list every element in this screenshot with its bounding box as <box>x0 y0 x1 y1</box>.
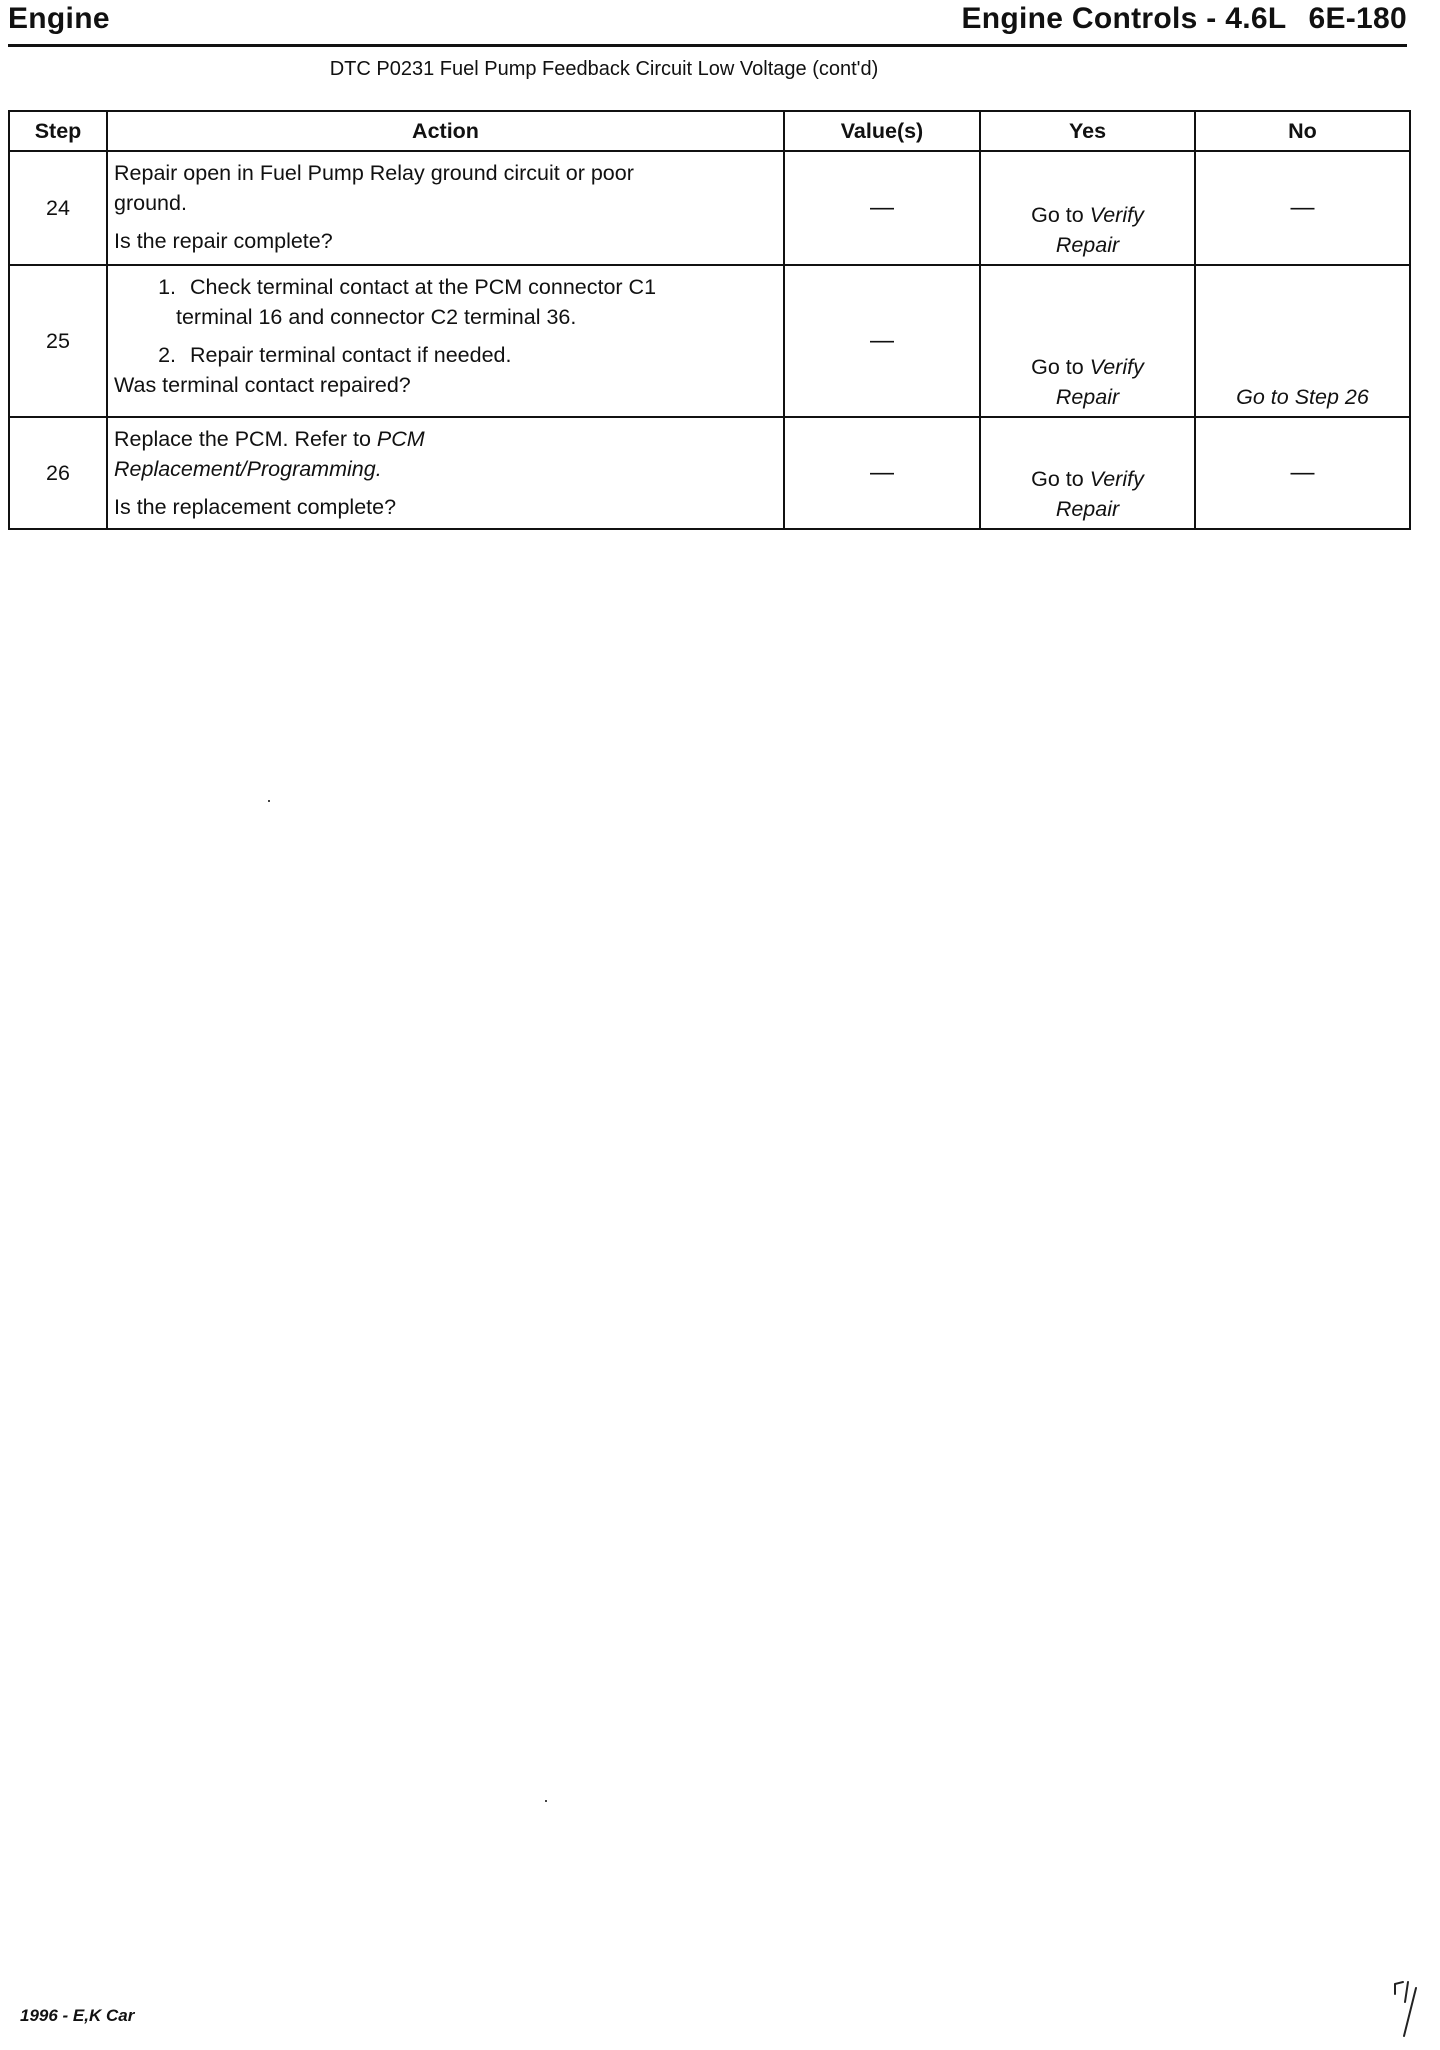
header-rule <box>8 44 1407 47</box>
list-number: 1. <box>158 275 176 299</box>
yes-cell <box>980 265 1195 417</box>
yes-link-repair: Repair <box>1055 233 1120 257</box>
action-question: Is the repair complete? <box>114 229 333 253</box>
table-row <box>9 151 1410 265</box>
yes-prefix: Go to <box>1031 203 1090 227</box>
no-cell <box>1195 265 1410 417</box>
yes-link-verify: Verify <box>1089 355 1144 379</box>
table-header-row <box>9 111 1410 151</box>
yes-link-verify: Verify <box>1089 467 1144 491</box>
table-title: DTC P0231 Fuel Pump Feedback Circuit Low Voltage (cont'd) <box>329 58 879 80</box>
yes-prefix: Go to <box>1031 467 1090 491</box>
no-link-step-26: Go to Step 26 <box>1236 385 1369 409</box>
action-text <box>114 454 777 484</box>
action-text: ground. <box>114 191 187 215</box>
action-list-item <box>114 272 777 302</box>
action-text: Repair terminal contact if needed. <box>190 343 512 367</box>
column-header-yes: Yes <box>980 111 1195 151</box>
yes-cell <box>980 417 1195 529</box>
page-header <box>961 2 1407 36</box>
step-number: 25 <box>9 265 107 417</box>
values-cell: — <box>784 265 980 417</box>
list-number: 2. <box>158 343 176 367</box>
yes-link-repair: Repair <box>1055 497 1120 521</box>
column-header-no: No <box>1195 111 1410 151</box>
action-text: Check terminal contact at the PCM connector C1 <box>190 275 657 299</box>
action-prefix: Replace the PCM. Refer to <box>114 427 377 451</box>
action-ref-pcm: PCM <box>376 427 425 451</box>
table-row <box>9 265 1410 417</box>
action-text <box>114 424 777 454</box>
page-number: 6E-180 <box>1308 2 1407 35</box>
step-number: 26 <box>9 417 107 529</box>
no-cell: — <box>1195 151 1410 265</box>
section-title: Engine <box>8 2 110 35</box>
yes-prefix: Go to <box>1031 355 1090 379</box>
action-cell <box>107 417 784 529</box>
chapter-title: Engine Controls - 4.6L <box>961 2 1287 35</box>
action-text: terminal 16 and connector C2 terminal 36. <box>176 305 577 329</box>
diagnostic-table <box>8 110 1411 530</box>
values-cell: — <box>784 417 980 529</box>
action-cell <box>107 151 784 265</box>
footer-text: 1996 - E,K Car <box>20 2006 135 2025</box>
step-number: 24 <box>9 151 107 265</box>
scan-speck <box>545 1800 547 1802</box>
action-text: Repair open in Fuel Pump Relay ground circuit or poor <box>114 161 634 185</box>
column-header-step: Step <box>9 111 107 151</box>
scan-speck <box>268 800 270 802</box>
action-ref-replacement: Replacement/Programming. <box>114 457 382 481</box>
yes-link-repair: Repair <box>1055 385 1120 409</box>
action-question: Was terminal contact repaired? <box>114 373 411 397</box>
column-header-action: Action <box>107 111 784 151</box>
yes-cell <box>980 151 1195 265</box>
pen-mark-icon <box>1392 1978 1420 2038</box>
values-cell: — <box>784 151 980 265</box>
no-cell: — <box>1195 417 1410 529</box>
table-row <box>9 417 1410 529</box>
action-cell <box>107 265 784 417</box>
action-question: Is the replacement complete? <box>114 495 397 519</box>
yes-link-verify: Verify <box>1089 203 1144 227</box>
action-list-item <box>114 340 777 370</box>
column-header-values: Value(s) <box>784 111 980 151</box>
